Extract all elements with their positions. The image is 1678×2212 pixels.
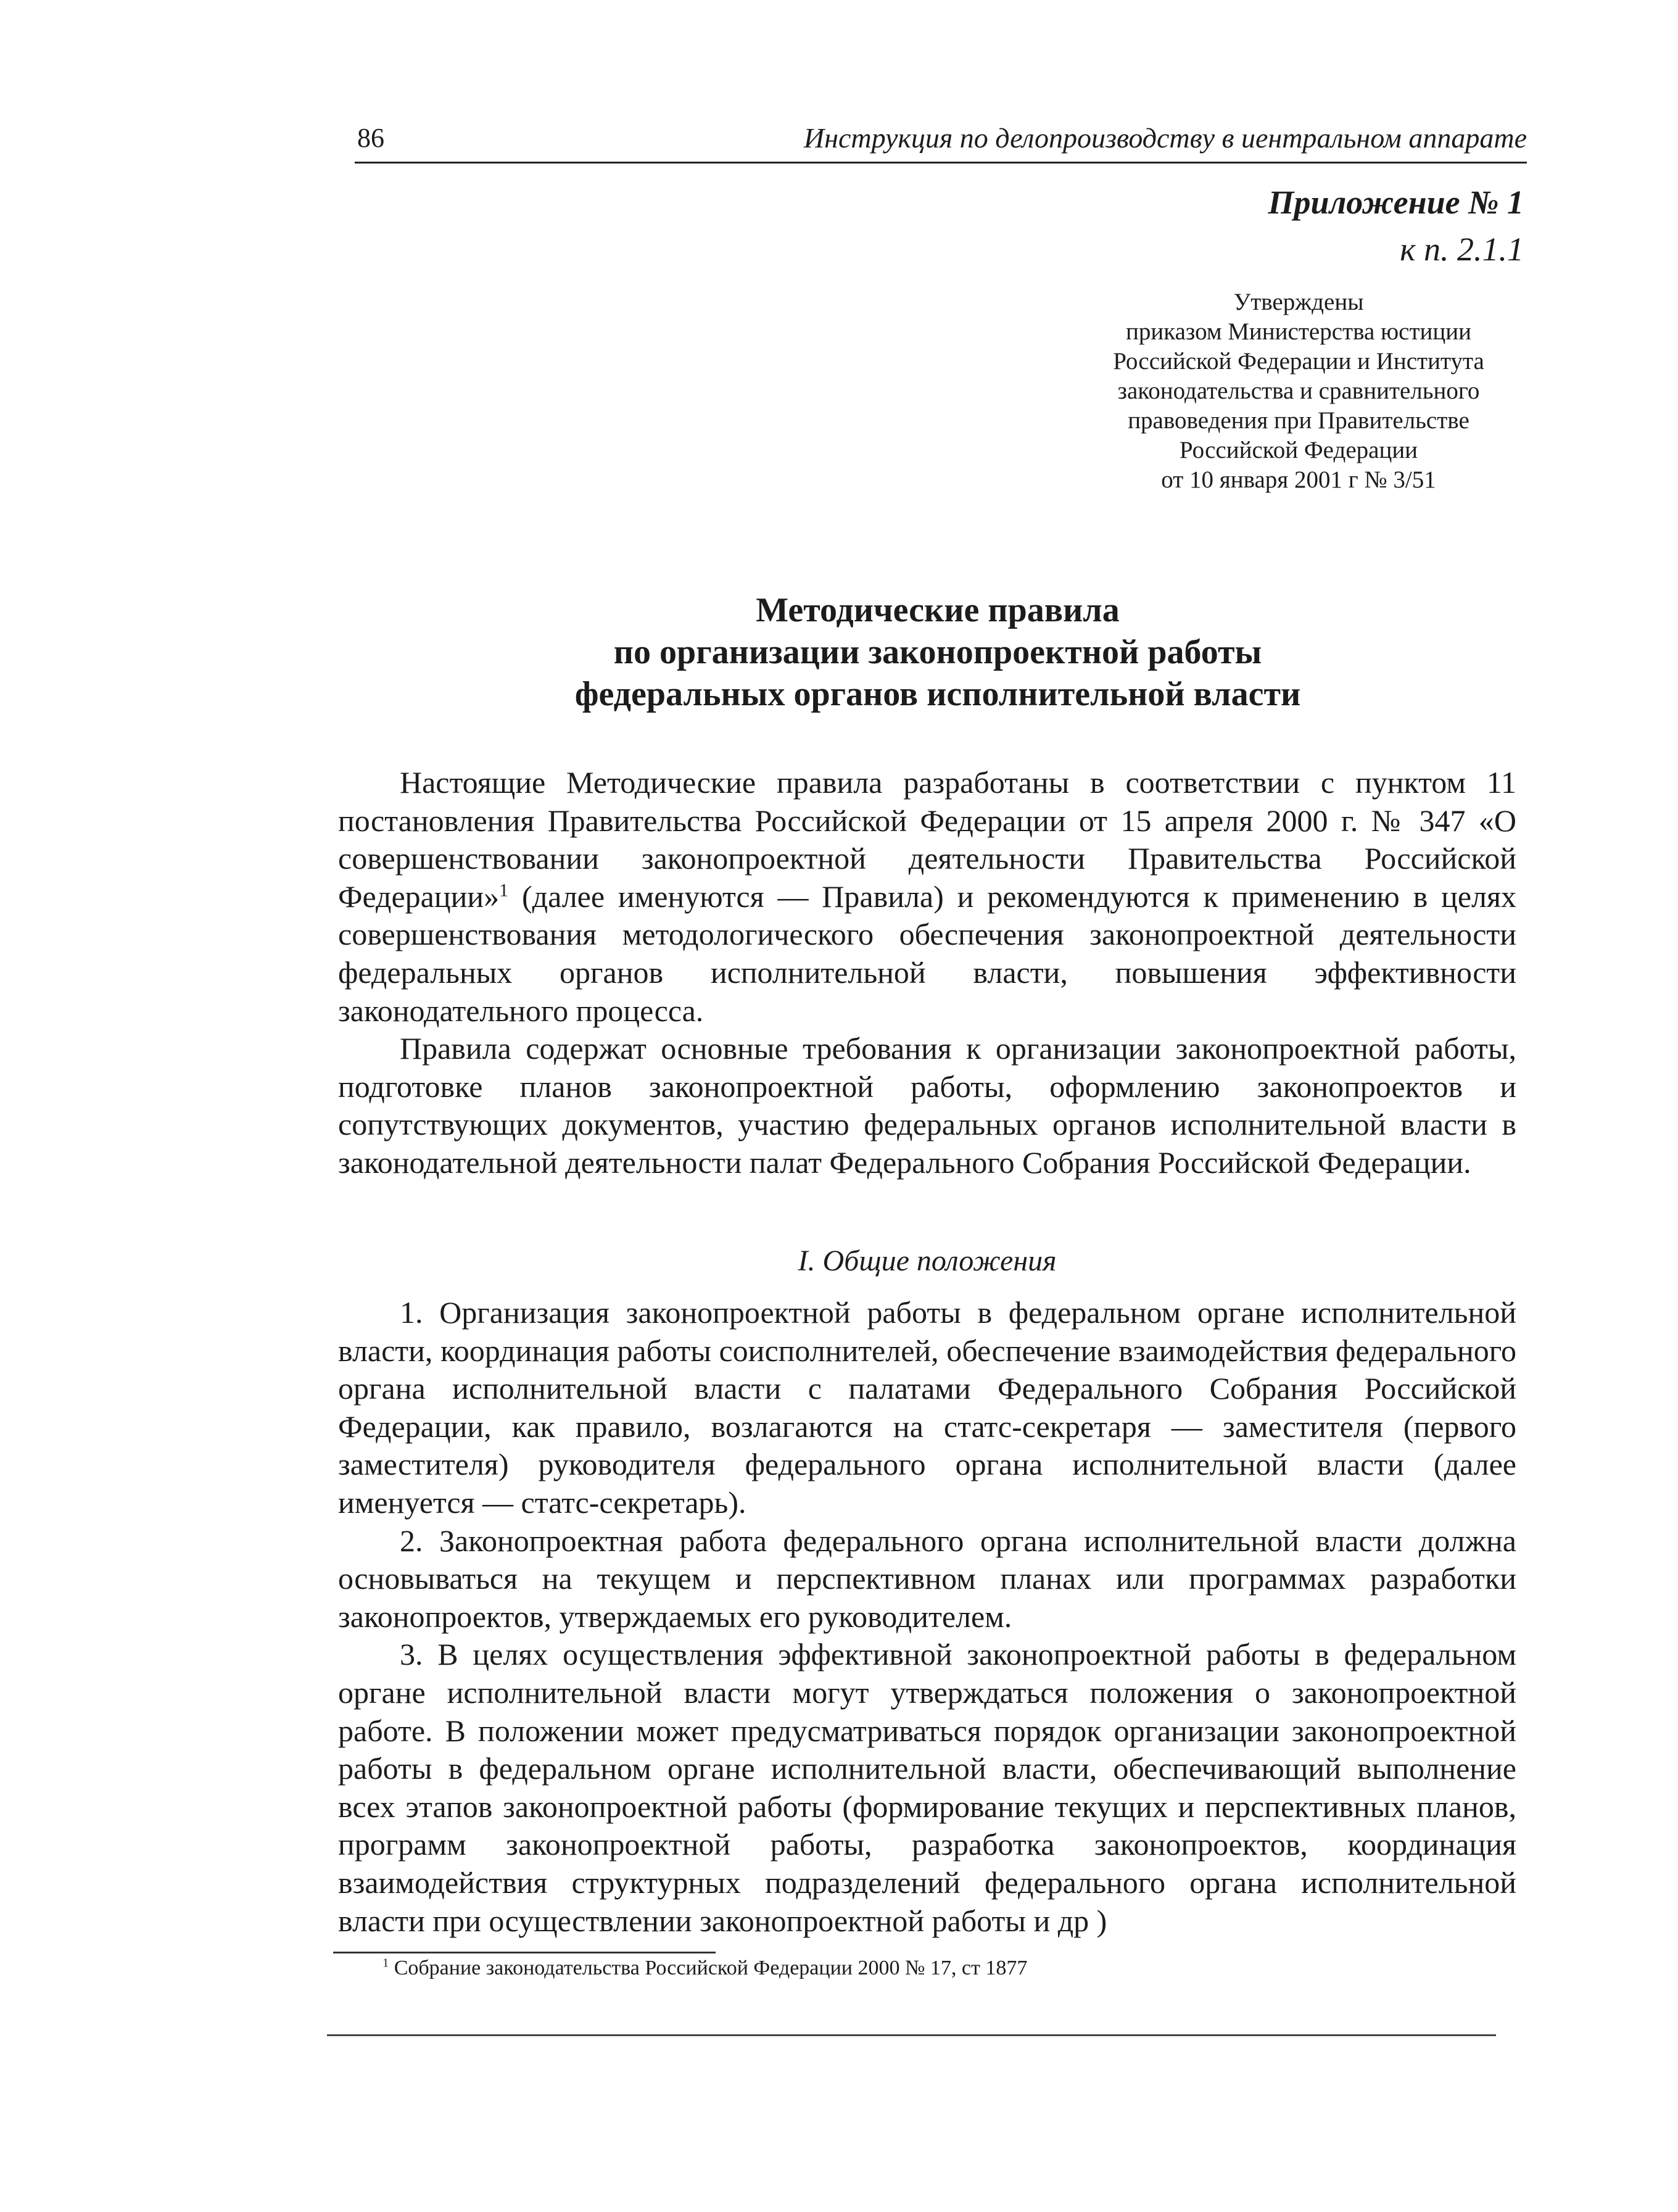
intro-paragraph-1-text: Настоящие Методические правила разработаны в соответствии с пунктом 11 постановления Правительства Российской Федерации от 15 апреля 2000 г. № 347 «О совершенствовании законопроектной деятельности Правительства Российской Федерации» — [338, 765, 1516, 914]
intro-paragraph-1-continuation: (далее именуются — Правила) и рекомендуются к применению в целях совершенствования методологического обеспечения законопроектной деятельности федеральных органов исполнительной власти, повышения эффективности законодательного процесса. — [338, 879, 1516, 1028]
approval-line: Утверждены — [1233, 289, 1364, 315]
section-heading: I. Общие положения — [798, 1245, 1057, 1277]
approval-line: приказом Министерства юстиции — [1125, 318, 1471, 345]
footnote — [382, 1955, 1027, 1982]
appendix-label: Приложение № 1 — [1268, 184, 1524, 221]
running-head — [355, 121, 1527, 164]
approval-block — [1077, 288, 1521, 495]
intro-paragraph-1 — [338, 764, 1516, 1030]
footnote-reference: 1 — [499, 880, 509, 901]
intro-text — [338, 764, 1516, 1182]
running-title: Инструкция по делопроизводству в иентральном аппарате — [803, 122, 1527, 154]
footnote-text: Собрание законодательства Российской Федерации 2000 № 17, ст 1877 — [389, 1957, 1028, 1979]
approval-line: от 10 января 2001 г № 3/51 — [1161, 466, 1436, 493]
document-title-line: Методические правила — [756, 591, 1120, 629]
footnote-divider — [333, 1952, 716, 1953]
document-title-line: федеральных органов исполнительной власти — [574, 675, 1301, 713]
footnote-marker: 1 — [382, 1956, 389, 1970]
section-paragraph-1: 1. Организация законопроектной работы в федеральном органе исполнительной власти, координация работы соисполнителей, обеспечение взаимодействия федерального органа исполнительной власти с палатами Федерального Собрания Российской Федерации, как правило, возлагаются на статс-секретаря — заместителя (первого заместителя) руководителя федерального органа исполнительной власти (далее именуется — статс-секретарь). — [338, 1295, 1516, 1520]
document-title-line: по организации законопроектной работы — [613, 633, 1262, 671]
appendix-clause: к п. 2.1.1 — [1400, 231, 1524, 268]
section-text — [338, 1294, 1516, 1940]
section-paragraph-2: 2. Законопроектная работа федерального органа исполнительной власти должна основываться на текущем и перспективном планах или программах разработки законопроектов, утверждаемых его руководителем. — [338, 1523, 1516, 1634]
approval-line: Российской Федерации — [1179, 437, 1418, 463]
approval-line: Российской Федерации и Института — [1113, 348, 1484, 375]
appendix-reference — [1268, 179, 1524, 273]
section-paragraph-3: 3. В целях осуществления эффективной законопроектной работы в федеральном органе исполнительной власти могут утверждаться положения о законопроектной работе. В положении может предусматриваться порядок организации законопроектной работы в федеральном органе исполнительной власти, обеспечивающий выполнение всех этапов законопроектной работы (формирование текущих и перспективных планов, программ законопроектной работы, разработка законопроектов, координация взаимодействия структурных подразделений федерального органа исполнительной власти при осуществлении законопроектной работы и др ) — [338, 1637, 1516, 1938]
approval-line: правоведения при Правительстве — [1128, 407, 1469, 434]
page-number: 86 — [357, 123, 384, 153]
approval-line: законодательства и сравнительного — [1117, 378, 1480, 404]
bottom-divider — [327, 2034, 1496, 2036]
intro-paragraph-2: Правила содержат основные требования к организации законопроектной работы, подготовке планов законопроектной работы, оформлению законопроектов и сопутствующих документов, участию федеральных органов исполнительной власти в законодательной деятельности палат Федерального Собрания Российской Федерации. — [338, 1031, 1516, 1180]
document-title — [345, 589, 1530, 715]
